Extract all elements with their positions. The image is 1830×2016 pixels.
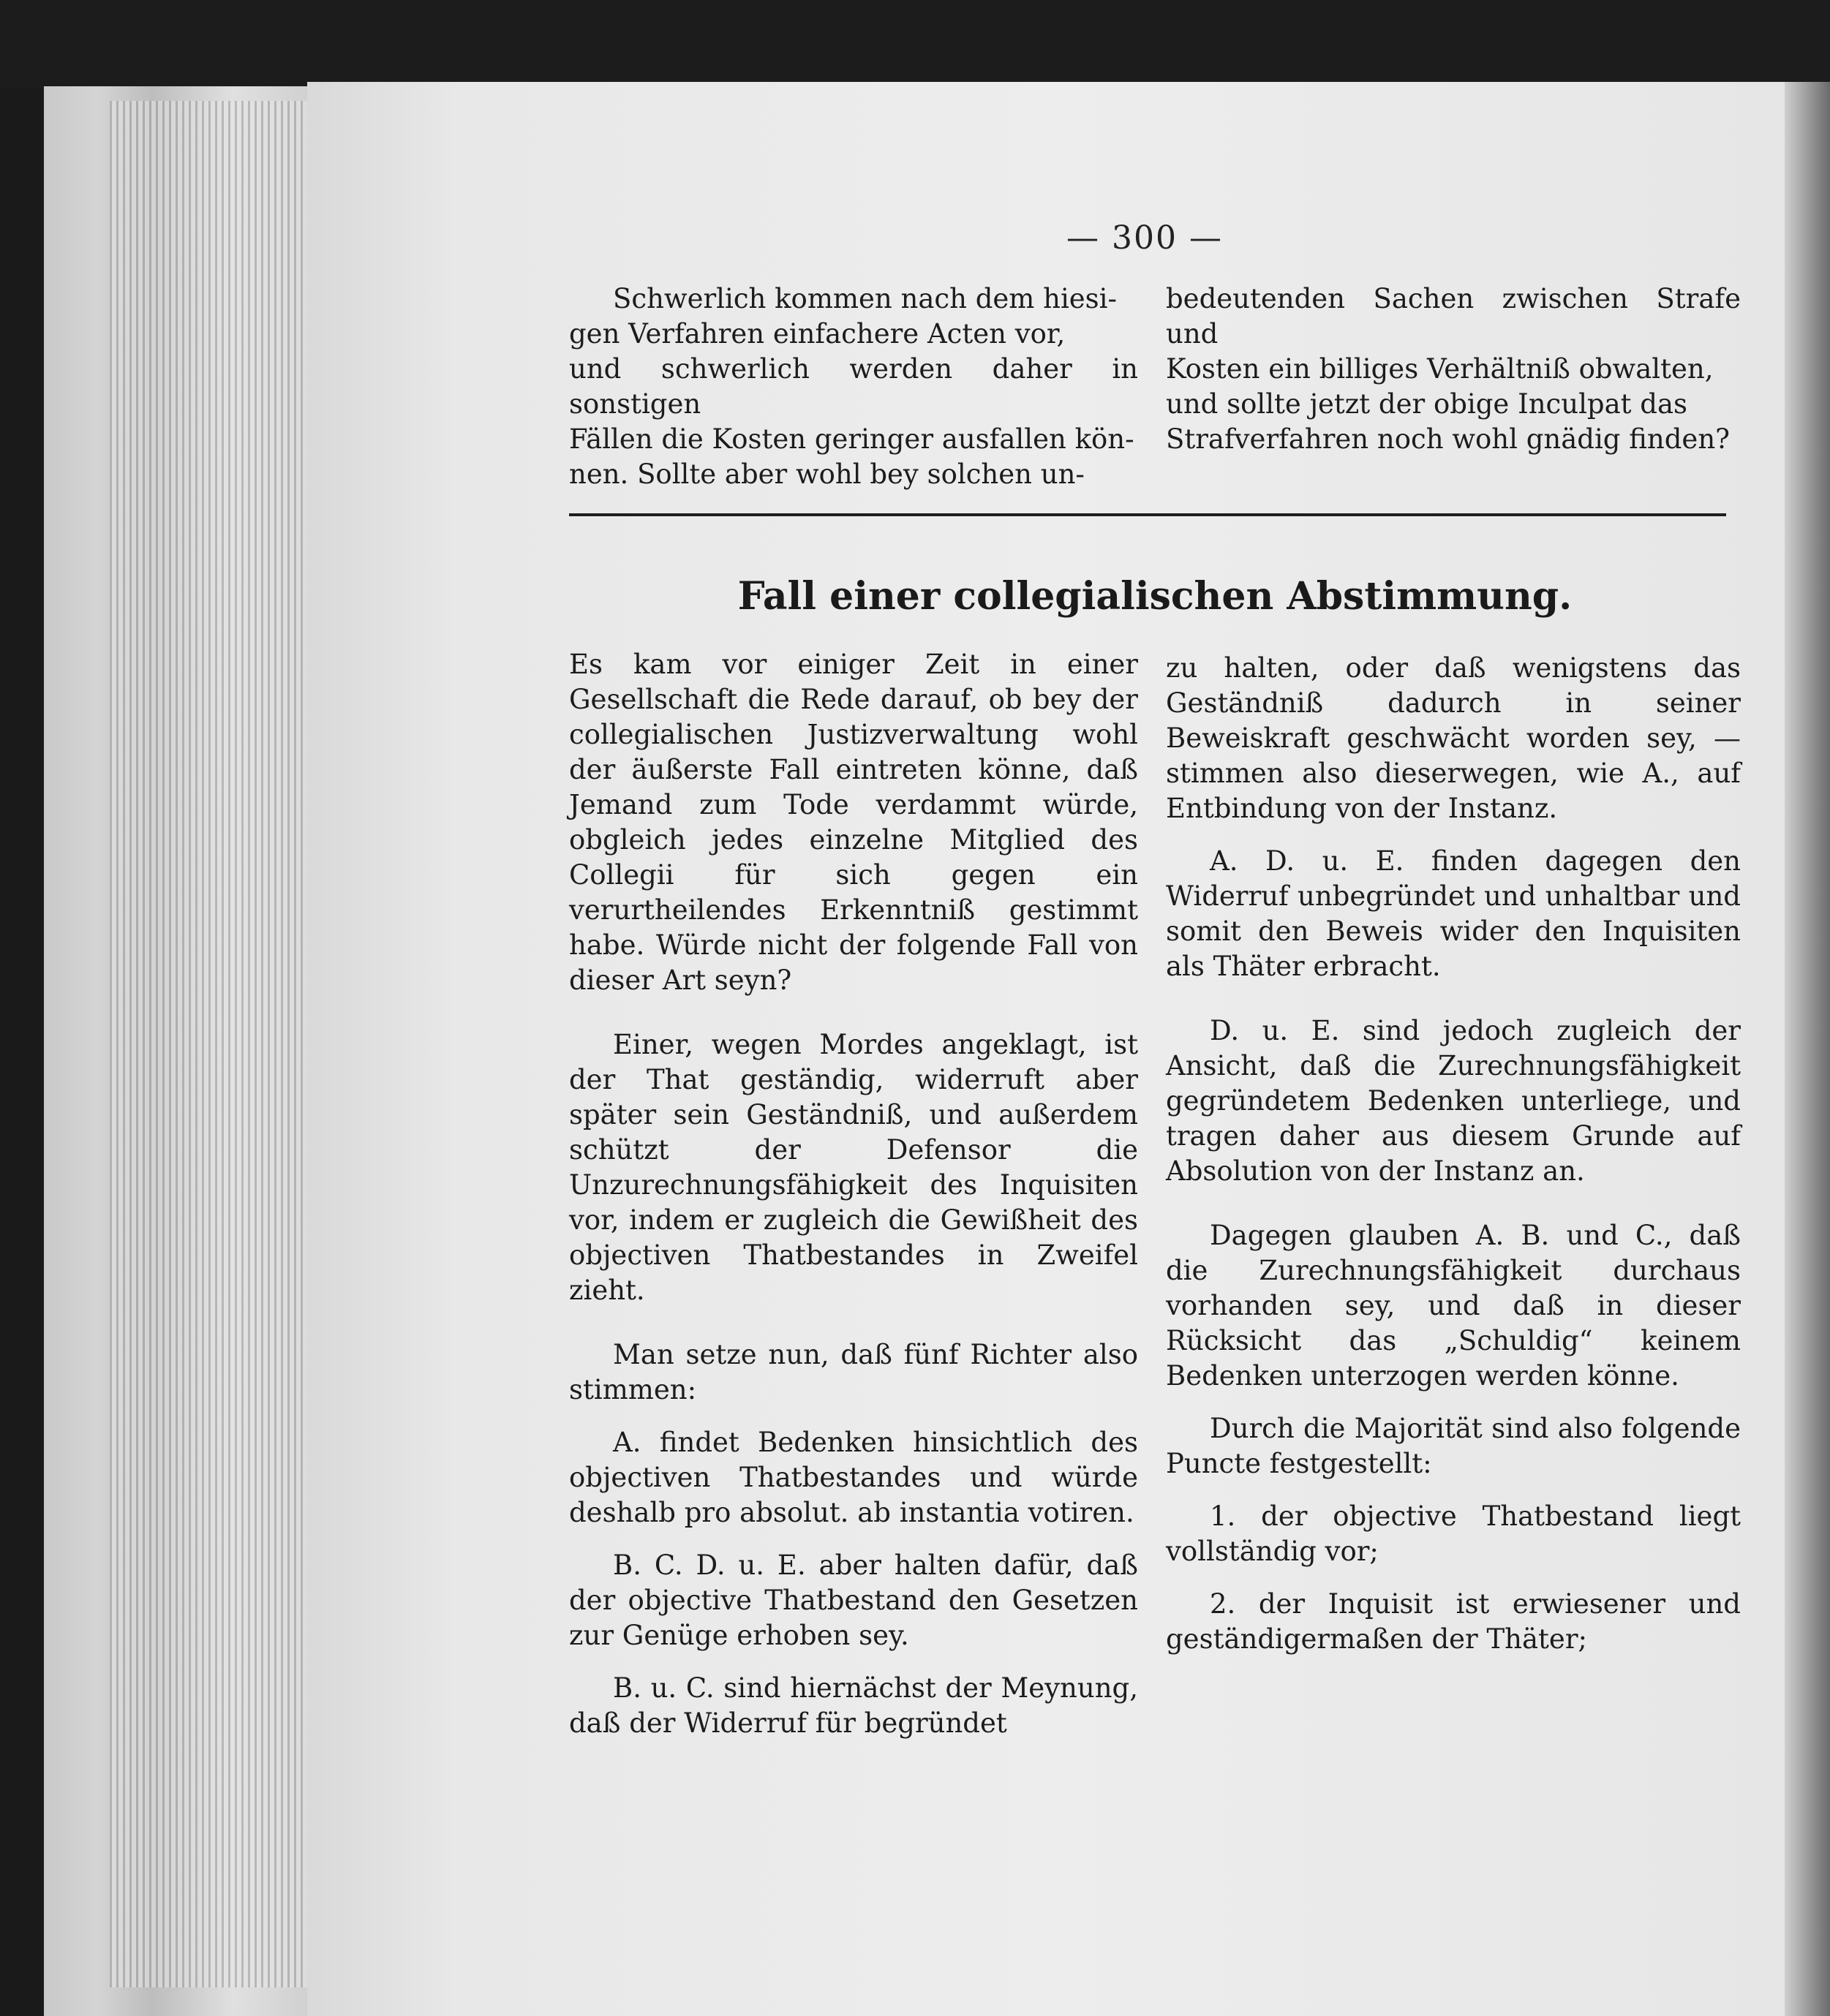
right-paragraph-2: A. D. u. E. finden dagegen den Widerruf unbegründet und unhaltbar und somit den Beweis wider den Inquisiten als Thäter erbracht.: [1166, 845, 1741, 982]
top-right-line: bedeutenden Sachen zwischen Strafe und: [1166, 283, 1741, 350]
main-left-column: [569, 647, 1138, 1741]
top-left-column: [569, 282, 1138, 492]
left-paragraph-6: B. u. C. sind hiernächst der Meynung, daß der Widerruf für begründet: [569, 1672, 1138, 1739]
top-left-line: und schwerlich werden daher in sonstigen: [569, 353, 1138, 420]
main-right-column: [1166, 651, 1741, 1657]
top-left-line: Fällen die Kosten geringer ausfallen kön-: [569, 423, 1134, 455]
left-paragraph-1: Es kam vor einiger Zeit in einer Gesellschaft die Rede darauf, ob bey der collegialischen Justizverwaltung wohl der äußerste Fall eintreten könne, daß Jemand zum Tode verdammt würde, obgleich jedes einzelne Mitglied des Collegii für sich gegen ein verurtheilendes Erkenntniß gestimmt habe. Würde nicht der folgende Fall von dieser Art seyn?: [569, 649, 1138, 996]
top-left-line: nen. Sollte aber wohl bey solchen un-: [569, 458, 1085, 490]
top-left-line: gen Verfahren einfachere Acten vor,: [569, 318, 1066, 350]
section-divider-rule: [569, 513, 1726, 516]
right-paragraph-1: zu halten, oder daß wenigstens das Geständniß dadurch in seiner Beweiskraft geschwächt worden sey, — stimmen also dieserwegen, wie A., auf Entbindung von der Instanz.: [1166, 652, 1741, 824]
right-paragraph-3: D. u. E. sind jedoch zugleich der Ansicht, daß die Zurechnungsfähigkeit gegründetem Bedenken unterliege, und tragen daher aus diesem Grunde auf Absolution von der Instanz an.: [1166, 1015, 1741, 1187]
page-edge-lines: [110, 101, 307, 1987]
top-right-column: [1166, 282, 1741, 457]
left-paragraph-3: Man setze nun, daß fünf Richter also stimmen:: [569, 1339, 1138, 1405]
top-right-line: und sollte jetzt der obige Inculpat das: [1166, 388, 1688, 420]
book-page-edges: [44, 86, 315, 2016]
top-left-line: Schwerlich kommen nach dem hiesi-: [613, 283, 1117, 314]
page-gutter-shadow: [1785, 82, 1830, 2016]
left-paragraph-4: A. findet Bedenken hinsichtlich des objectiven Thatbestandes und würde deshalb pro absolut. ab instantia votiren.: [569, 1427, 1138, 1528]
top-right-line: Strafverfahren noch wohl gnädig finden?: [1166, 423, 1730, 455]
page-number: — 300 —: [1066, 219, 1223, 257]
left-paragraph-5: B. C. D. u. E. aber halten dafür, daß der objective Thatbestand den Gesetzen zur Genüge erhoben sey.: [569, 1549, 1138, 1651]
right-paragraph-6: 1. der objective Thatbestand liegt vollständig vor;: [1166, 1500, 1741, 1567]
section-heading: Fall einer collegialischen Abstimmung.: [737, 574, 1573, 619]
right-paragraph-7: 2. der Inquisit ist erwiesener und geständigermaßen der Thäter;: [1166, 1588, 1741, 1655]
scan-background: [0, 0, 1830, 88]
top-right-line: Kosten ein billiges Verhältniß obwalten,: [1166, 353, 1714, 385]
left-paragraph-2: Einer, wegen Mordes angeklagt, ist der That geständig, widerruft aber später sein Geständniß, und außerdem schützt der Defensor die Unzurechnungsfähigkeit des Inquisiten vor, indem er zugleich die Gewißheit des objectiven Thatbestandes in Zweifel zieht.: [569, 1029, 1138, 1306]
right-paragraph-4: Dagegen glauben A. B. und C., daß die Zurechnungsfähigkeit durchaus vorhanden sey, und daß in dieser Rücksicht das „Schuldig“ keinem Bedenken unterzogen werden könne.: [1166, 1220, 1741, 1392]
right-paragraph-5: Durch die Majorität sind also folgende Puncte festgestellt:: [1166, 1413, 1741, 1479]
